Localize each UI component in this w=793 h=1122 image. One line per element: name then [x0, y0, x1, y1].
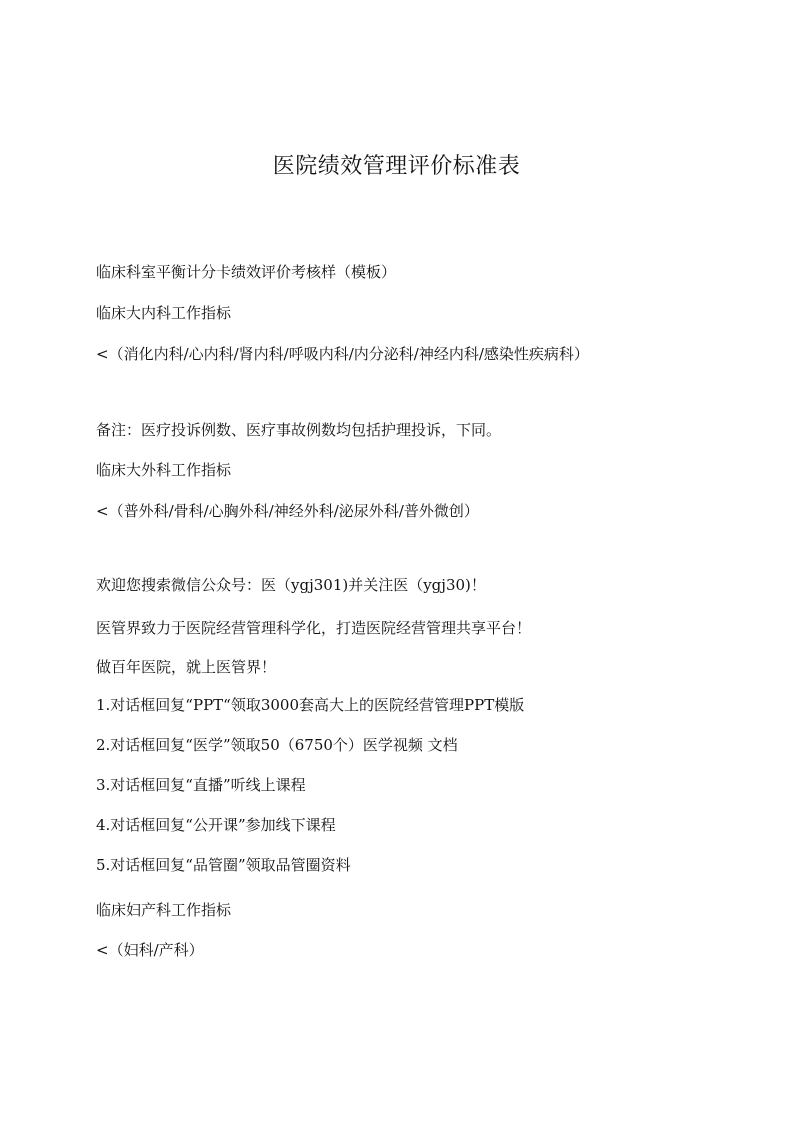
platform-slogan: 医管界致力于医院经营管理科学化，打造医院经营管理共享平台！ [96, 619, 532, 637]
surgery-heading: 临床大外科工作指标 [96, 461, 232, 479]
obgyn-departments: <（妇科/产科） [96, 941, 204, 959]
list-item-1: 1.对话框回复“PPT“领取3000套高大上的医院经营管理PPT模版 [96, 696, 525, 714]
list-item-3: 3.对话框回复“直播”听线上课程 [96, 776, 306, 794]
wechat-promo-line: 欢迎您搜索微信公众号：医（ygj301)并关注医（ygj30)！ [96, 576, 486, 594]
hundred-year-slogan: 做百年医院，就上医管界！ [96, 658, 277, 676]
page-title: 医院绩效管理评价标准表 [272, 153, 521, 179]
list-item-5: 5.对话框回复“品管圈”领取品管圈资料 [96, 856, 351, 874]
surgery-departments: <（普外科/骨科/心胸外科/神经外科/泌尿外科/普外微创） [96, 502, 479, 520]
template-heading: 临床科室平衡计分卡绩效评价考核样（模板） [96, 263, 397, 281]
remark-note: 备注：医疗投诉例数、医疗事故例数均包括护理投诉，下同。 [96, 421, 502, 439]
list-item-2: 2.对话框回复“医学”领取50（6750个）医学视频 文档 [96, 736, 458, 754]
internal-medicine-departments: <（消化内科/心内科/肾内科/呼吸内科/内分泌科/神经内科/感染性疾病科） [96, 345, 589, 363]
internal-medicine-heading: 临床大内科工作指标 [96, 304, 232, 322]
obgyn-heading: 临床妇产科工作指标 [96, 901, 232, 919]
list-item-4: 4.对话框回复“公开课”参加线下课程 [96, 816, 336, 834]
